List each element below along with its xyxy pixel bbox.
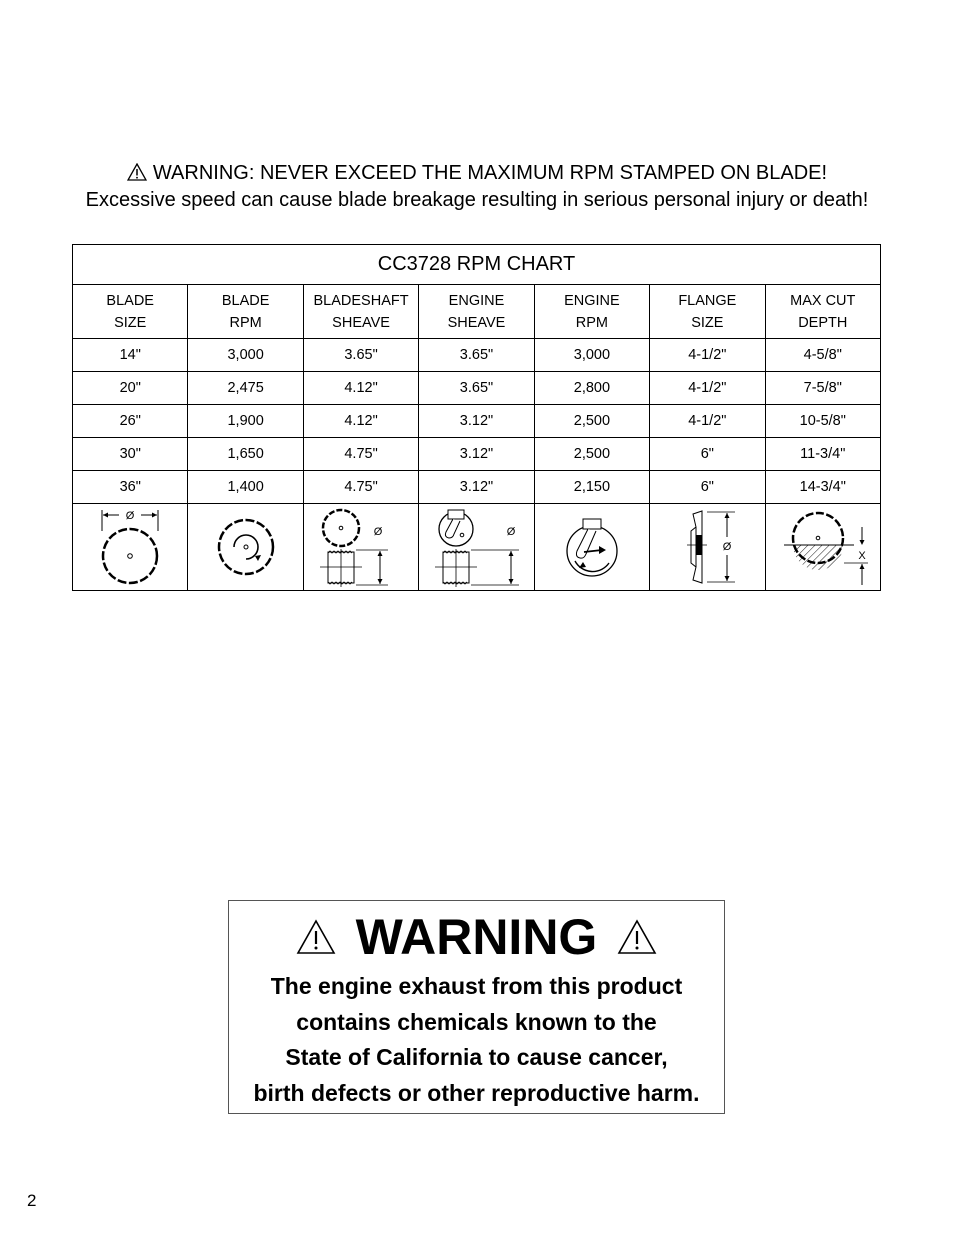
blade-rotation-icon: [211, 505, 281, 589]
warning-line: The engine exhaust from this product: [270, 973, 683, 999]
header-blade-size: BLADE SIZE: [73, 285, 188, 339]
icon-cell-flange-size: [650, 504, 765, 591]
engine-rpm-icon: [557, 505, 627, 589]
rpm-chart-table: [72, 244, 881, 591]
icon-cell-blade-size: [73, 504, 188, 591]
california-warning-text: [229, 969, 724, 1111]
header-row: [73, 285, 881, 339]
cell-blade-rpm: 1,900: [188, 405, 303, 438]
cell-blade-rpm: 3,000: [188, 339, 303, 372]
cell-flange-size: 4-1/2": [650, 339, 765, 372]
icon-cell-engine-sheave: [419, 504, 534, 591]
cell-max-cut-depth: 7-5/8": [765, 372, 880, 405]
cell-flange-size: 6": [650, 438, 765, 471]
cell-max-cut-depth: 4-5/8": [765, 339, 880, 372]
california-warning-title: [229, 911, 724, 963]
cell-blade-size: 14": [73, 339, 188, 372]
warning-triangle-icon: [127, 163, 147, 181]
cell-engine-rpm: 2,500: [534, 405, 649, 438]
max-cut-depth-icon: [770, 505, 876, 589]
table-row: [73, 471, 881, 504]
cell-blade-size: 26": [73, 405, 188, 438]
depth-symbol: X: [858, 550, 866, 562]
cell-blade-size: 20": [73, 372, 188, 405]
engine-sheave-icon: [431, 505, 521, 589]
bladeshaft-sheave-icon: [316, 505, 406, 589]
diameter-symbol: Ø: [125, 510, 135, 522]
cell-flange-size: 6": [650, 471, 765, 504]
top-warning-text-1: WARNING: NEVER EXCEED THE MAXIMUM RPM STAMPED ON BLADE!: [152, 162, 828, 184]
cell-bladeshaft-sheave: 4.12": [303, 405, 418, 438]
flange-size-icon: [667, 505, 747, 589]
cell-max-cut-depth: 10-5/8": [765, 405, 880, 438]
blade-diameter-icon: [95, 505, 165, 589]
icon-cell-blade-rpm: [188, 504, 303, 591]
cell-engine-rpm: 2,150: [534, 471, 649, 504]
cell-flange-size: 4-1/2": [650, 405, 765, 438]
cell-max-cut-depth: 11-3/4": [765, 438, 880, 471]
chart-title: CC3728 RPM CHART: [73, 245, 881, 285]
header-engine-sheave: ENGINE SHEAVE: [419, 285, 534, 339]
header-max-cut-depth: MAX CUT DEPTH: [765, 285, 880, 339]
cell-engine-rpm: 3,000: [534, 339, 649, 372]
header-engine-rpm: ENGINE RPM: [534, 285, 649, 339]
warning-triangle-icon: [617, 919, 657, 955]
cell-flange-size: 4-1/2": [650, 372, 765, 405]
cell-blade-rpm: 2,475: [188, 372, 303, 405]
cell-max-cut-depth: 14-3/4": [765, 471, 880, 504]
cell-engine-sheave: 3.65": [419, 372, 534, 405]
cell-bladeshaft-sheave: 4.75": [303, 438, 418, 471]
cell-engine-sheave: 3.12": [419, 405, 534, 438]
top-warning-line-1: [0, 160, 954, 187]
cell-engine-sheave: 3.65": [419, 339, 534, 372]
cell-engine-sheave: 3.12": [419, 438, 534, 471]
icon-cell-bladeshaft-sheave: [303, 504, 418, 591]
icon-row: [73, 504, 881, 591]
warning-line: birth defects or other reproductive harm.: [253, 1079, 700, 1106]
icon-cell-max-cut-depth: [765, 504, 880, 591]
table-row: [73, 438, 881, 471]
table-row: [73, 372, 881, 405]
svg-text:Ø: Ø: [723, 541, 732, 553]
warning-line: State of California to cause cancer,: [285, 1044, 668, 1070]
top-warning: [0, 160, 954, 214]
california-warning-box: [228, 900, 725, 1114]
cell-bladeshaft-sheave: 4.12": [303, 372, 418, 405]
warning-triangle-icon: [296, 919, 336, 955]
header-flange-size: FLANGE SIZE: [650, 285, 765, 339]
icon-cell-engine-rpm: [534, 504, 649, 591]
cell-engine-sheave: 3.12": [419, 471, 534, 504]
cell-bladeshaft-sheave: 4.75": [303, 471, 418, 504]
svg-text:Ø: Ø: [373, 526, 383, 538]
warning-heading: WARNING: [355, 909, 598, 965]
cell-blade-rpm: 1,400: [188, 471, 303, 504]
cell-blade-size: 36": [73, 471, 188, 504]
cell-engine-rpm: 2,800: [534, 372, 649, 405]
cell-blade-size: 30": [73, 438, 188, 471]
cell-engine-rpm: 2,500: [534, 438, 649, 471]
header-blade-rpm: BLADE RPM: [188, 285, 303, 339]
top-warning-line-2: Excessive speed can cause blade breakage resulting in serious personal injury or death!: [85, 189, 869, 211]
table-row: [73, 405, 881, 438]
cell-blade-rpm: 1,650: [188, 438, 303, 471]
svg-text:Ø: Ø: [507, 526, 516, 538]
header-bladeshaft-sheave: BLADESHAFT SHEAVE: [303, 285, 418, 339]
page-number: 2: [27, 1191, 37, 1210]
warning-line: contains chemicals known to the: [296, 1008, 657, 1035]
cell-bladeshaft-sheave: 3.65": [303, 339, 418, 372]
table-row: [73, 339, 881, 372]
